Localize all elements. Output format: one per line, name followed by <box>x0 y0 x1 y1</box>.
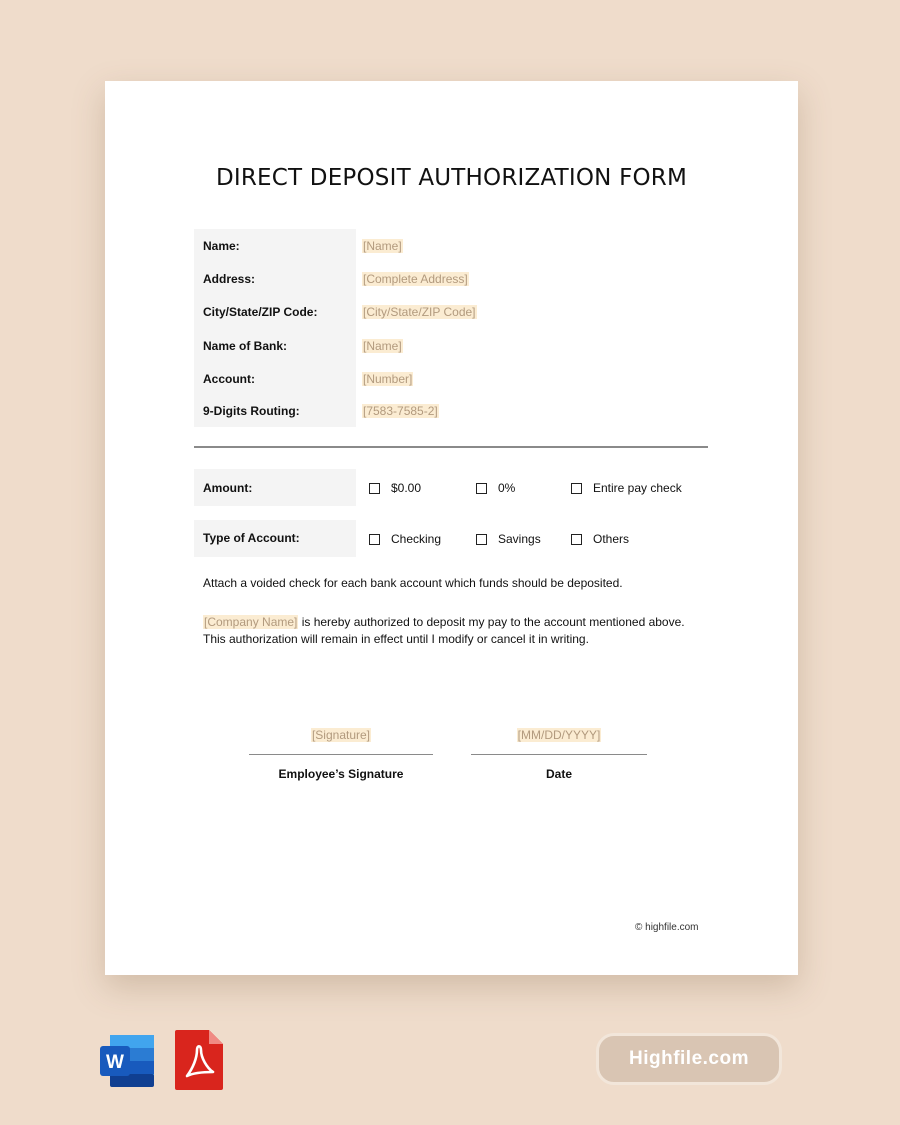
option-label: 0% <box>498 481 516 495</box>
amount-option-fixed[interactable] <box>369 481 421 495</box>
field-value-name[interactable] <box>362 239 403 253</box>
section-divider <box>194 446 708 448</box>
signature-caption: Employee’s Signature <box>278 767 404 781</box>
brand-badge[interactable]: Highfile.com <box>596 1033 782 1085</box>
option-label: Entire pay check <box>593 481 682 495</box>
checkbox-icon[interactable] <box>369 483 380 494</box>
option-label: Checking <box>391 532 442 546</box>
placeholder: [Complete Address] <box>363 272 468 286</box>
checkbox-icon[interactable] <box>571 483 582 494</box>
amount-option-percent[interactable] <box>476 481 515 495</box>
form-title: DIRECT DEPOSIT AUTHORIZATION FORM <box>215 165 688 191</box>
pdf-icon[interactable] <box>175 1030 223 1090</box>
field-label-address: Address: <box>203 272 256 286</box>
date-field[interactable] <box>471 728 647 742</box>
field-value-bank[interactable] <box>362 339 403 353</box>
word-letter: W <box>106 1052 124 1073</box>
placeholder: [7583-7585-2] <box>363 404 438 418</box>
field-value-address[interactable] <box>362 272 469 286</box>
option-label: $0.00 <box>391 481 422 495</box>
account-type-label: Type of Account: <box>203 531 300 545</box>
word-icon[interactable] <box>100 1033 156 1089</box>
checkbox-icon[interactable] <box>369 534 380 545</box>
signature-field[interactable] <box>249 728 433 742</box>
authorization-line-2: This authorization will remain in effect until I modify or cancel it in writing. <box>203 632 589 646</box>
account-option-savings[interactable] <box>476 532 541 546</box>
authorization-line-1: is hereby authorized to deposit my pay to the account mentioned above. <box>298 615 685 629</box>
voided-check-note: Attach a voided check for each bank account which funds should be deposited. <box>203 576 623 590</box>
placeholder: [Name] <box>363 239 402 253</box>
date-caption: Date <box>545 767 572 781</box>
field-value-account[interactable] <box>362 372 413 386</box>
checkbox-icon[interactable] <box>571 534 582 545</box>
company-name-placeholder[interactable]: [Company Name] <box>204 615 298 629</box>
field-label-city: City/State/ZIP Code: <box>203 305 318 319</box>
checkbox-icon[interactable] <box>476 483 487 494</box>
field-label-routing: 9-Digits Routing: <box>203 404 300 418</box>
account-option-checking[interactable] <box>369 532 441 546</box>
placeholder: [Number] <box>363 372 413 386</box>
field-value-city[interactable] <box>362 305 477 319</box>
amount-option-entire[interactable] <box>571 481 682 495</box>
amount-label: Amount: <box>203 481 253 495</box>
checkbox-icon[interactable] <box>476 534 487 545</box>
signature-line <box>249 754 433 755</box>
copyright-text: © highfile.com <box>635 922 699 933</box>
date-line <box>471 754 647 755</box>
authorization-paragraph <box>203 614 703 648</box>
field-label-bank: Name of Bank: <box>203 339 288 353</box>
account-option-others[interactable] <box>571 532 629 546</box>
field-value-routing[interactable] <box>362 404 439 418</box>
field-label-name: Name: <box>203 239 240 253</box>
option-label: Savings <box>498 532 541 546</box>
signature-placeholder: [Signature] <box>311 728 371 742</box>
document-sheet <box>105 81 798 975</box>
info-label-column <box>194 229 356 427</box>
option-label: Others <box>593 532 630 546</box>
placeholder: [City/State/ZIP Code] <box>363 305 476 319</box>
field-label-account: Account: <box>203 372 255 386</box>
date-placeholder: [MM/DD/YYYY] <box>517 728 601 742</box>
placeholder: [Name] <box>363 339 402 353</box>
